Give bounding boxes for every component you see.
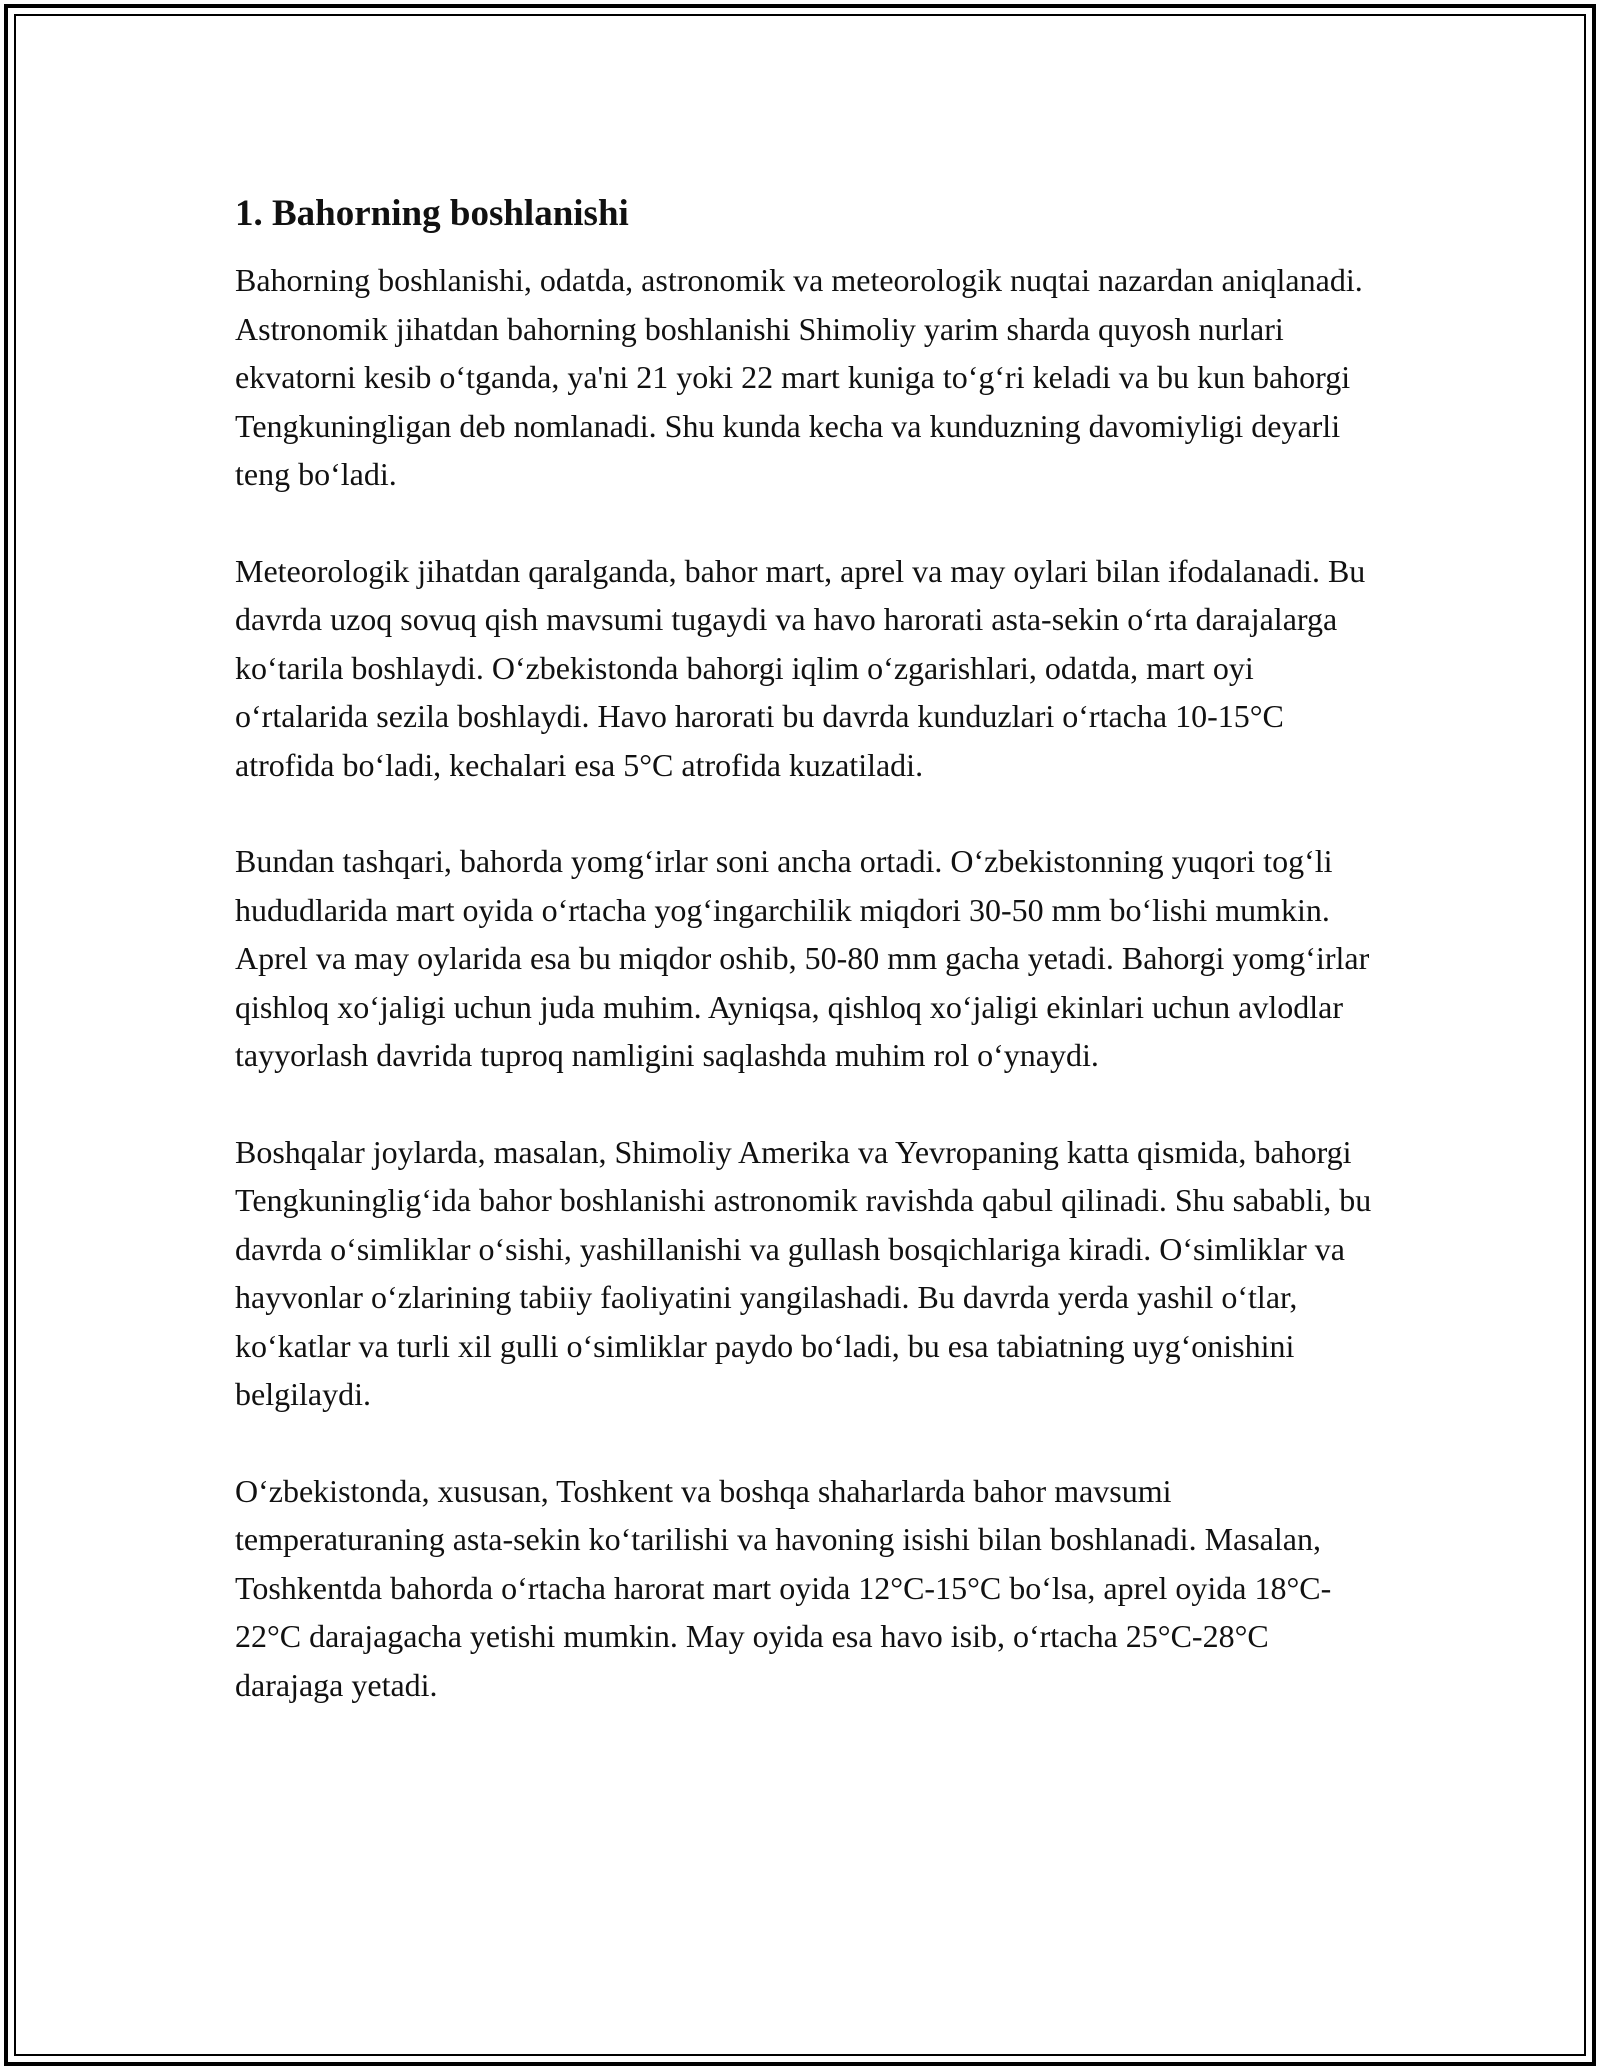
document-body (235, 186, 1385, 1757)
paragraph-astronomical: Bahorning boshlanishi, odatda, astronomik va meteorologik nuqtai nazardan aniqlanadi. Astronomik jihatdan bahorning boshlanishi Shimoliy yarim sharda quyosh nurlari ekvatorni kesib o‘tganda, ya'ni 21 yoki 22 mart kuniga to‘g‘ri keladi va bu kun bahorgi Tengkuningligan deb nomlanadi. Shu kunda kecha va kunduzning davomiyligi deyarli teng bo‘ladi. (235, 262, 1363, 492)
paragraph-meteorological: Meteorologik jihatdan qaralganda, bahor mart, aprel va may oylari bilan ifodalanadi. Bu davrda uzoq sovuq qish mavsumi tugaydi va havo harorati asta-sekin o‘rta darajalarga ko‘tarila boshlaydi. O‘zbekistonda bahorgi iqlim o‘zgarishlari, odatda, mart oyi o‘rtalarida sezila boshlaydi. Havo harorati bu davrda kunduzlari o‘rtacha 10-15°C atrofida bo‘ladi, kechalari esa 5°C atrofida kuzatiladi. (235, 552, 1366, 783)
paragraph-other-regions: Boshqalar joylarda, masalan, Shimoliy Amerika va Yevropaning katta qismida, bahorgi Tengkuninglig‘ida bahor boshlanishi astronomik ravishda qabul qilinadi. Shu sababli, bu davrda o‘simliklar o‘sishi, yashillanishi va gullash bosqichlariga kiradi. O‘simliklar va hayvonlar o‘zlarining tabiiy faoliyatini yangilashadi. Bu davrda yerda yashil o‘tlar, ko‘katlar va turli xil gulli o‘simliklar paydo bo‘ladi, bu esa tabiatning uyg‘onishini belgilaydi. (235, 1133, 1372, 1412)
paragraph-tashkent: O‘zbekistonda, xususan, Toshkent va boshqa shaharlarda bahor mavsumi temperaturaning asta-sekin ko‘tarilishi va havoning isishi bilan boshlanadi. Masalan, Toshkentda bahorda o‘rtacha harorat mart oyida 12°C-15°C bo‘lsa, aprel oyida 18°C-22°C darajagacha yetishi mumkin. May oyida esa havo isib, o‘rtacha 25°C-28°C darajaga yetadi. (235, 1472, 1332, 1703)
section-heading: 1. Bahorning boshlanishi (235, 193, 629, 234)
paragraph-precipitation: Bundan tashqari, bahorda yomg‘irlar soni ancha ortadi. O‘zbekistonning yuqori tog‘li hududlarida mart oyida o‘rtacha yog‘ingarchilik miqdori 30-50 mm bo‘lishi mumkin. Aprel va may oylarida esa bu miqdor oshib, 50-80 mm gacha yetadi. Bahorgi yomg‘irlar qishloq xo‘jaligi uchun juda muhim. Ayniqsa, qishloq xo‘jaligi ekinlari uchun avlodlar tayyorlash davrida tuproq namligini saqlashda muhim rol o‘ynaydi. (235, 843, 1370, 1073)
